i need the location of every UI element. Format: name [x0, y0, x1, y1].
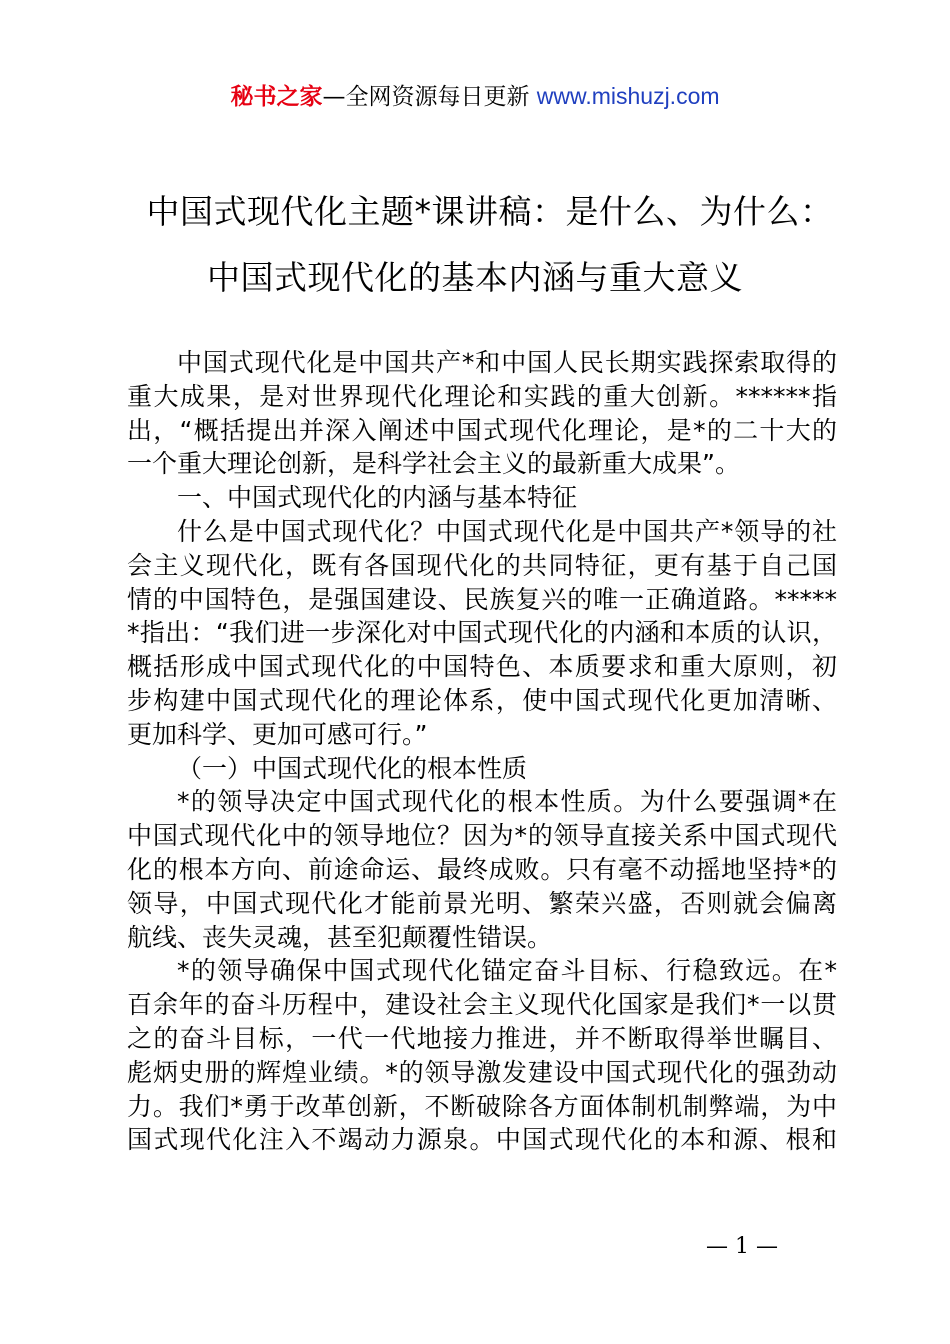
paragraph-line: 之的奋斗目标，一代一代地接力推进，并不断取得举世瞩目、	[127, 1023, 837, 1053]
paragraph-line: 情的中国特色，是强国建设、民族复兴的唯一正确道路。*****	[127, 584, 837, 614]
paragraph-line: 力。我们*勇于改革创新，不断破除各方面体制机制弊端，为中	[127, 1091, 837, 1121]
paragraph-line: 会主义现代化，既有各国现代化的共同特征，更有基于自己国	[127, 550, 837, 580]
subsection-heading: （一）中国式现代化的根本性质	[177, 753, 528, 783]
page-number: — 1 —	[706, 1234, 778, 1259]
paragraph-line: 概括形成中国式现代化的中国特色、本质要求和重大原则，初	[127, 652, 837, 682]
paragraph-line: 航线、丧失灵魂，甚至犯颠覆性错误。	[127, 922, 553, 952]
paragraph-line: 彪炳史册的辉煌业绩。*的领导激发建设中国式现代化的强劲动	[127, 1057, 837, 1087]
site-brand: 秘书之家	[230, 84, 323, 110]
site-slogan: —全网资源每日更新	[322, 84, 537, 110]
paragraph-line: 重大成果，是对世界现代化理论和实践的重大创新。******指	[127, 381, 837, 411]
section-heading: 一、中国式现代化的内涵与基本特征	[177, 483, 578, 513]
paragraph-line: 国式现代化注入不竭动力源泉。中国式现代化的本和源、根和	[127, 1125, 837, 1155]
paragraph-line: 中国式现代化是中国共产*和中国人民长期实践探索取得的	[177, 348, 837, 377]
paragraph-line: 领导，中国式现代化才能前景光明、繁荣兴盛，否则就会偏离	[127, 888, 837, 918]
paragraph-line: 百余年的奋斗历程中，建设社会主义现代化国家是我们*一以贯	[127, 990, 837, 1020]
site-url-link[interactable]: www.mishuzj.com	[536, 83, 720, 109]
paragraph-line: 什么是中国式现代化？中国式现代化是中国共产*领导的社	[177, 516, 837, 546]
paragraph-line: 中国式现代化中的领导地位？因为*的领导直接关系中国式现代	[127, 821, 837, 851]
paragraph-line: *的领导确保中国式现代化锚定奋斗目标、行稳致远。在*	[177, 956, 837, 986]
site-banner	[0, 80, 950, 113]
paragraph-line: 更加科学、更加可感可行。”	[127, 719, 428, 749]
document-title-line-1: 中国式现代化主题*课讲稿：是什么、为什么：	[146, 192, 834, 231]
paragraph-line: *的领导决定中国式现代化的根本性质。为什么要强调*在	[177, 787, 837, 817]
document-title-line-2: 中国式现代化的基本内涵与重大意义	[207, 258, 743, 297]
paragraph-line: 化的根本方向、前途命运、最终成败。只有毫不动摇地坚持*的	[127, 854, 837, 884]
paragraph-line: 步构建中国式现代化的理论体系，使中国式现代化更加清晰、	[127, 685, 837, 715]
document-body	[127, 346, 837, 1157]
paragraph-line: 一个重大理论创新，是科学社会主义的最新重大成果”。	[127, 449, 740, 479]
paragraph-line: 出，“概括提出并深入阐述中国式现代化理论，是*的二十大的	[127, 415, 837, 445]
paragraph-line: *指出：“我们进一步深化对中国式现代化的内涵和本质的认识，	[127, 618, 837, 648]
